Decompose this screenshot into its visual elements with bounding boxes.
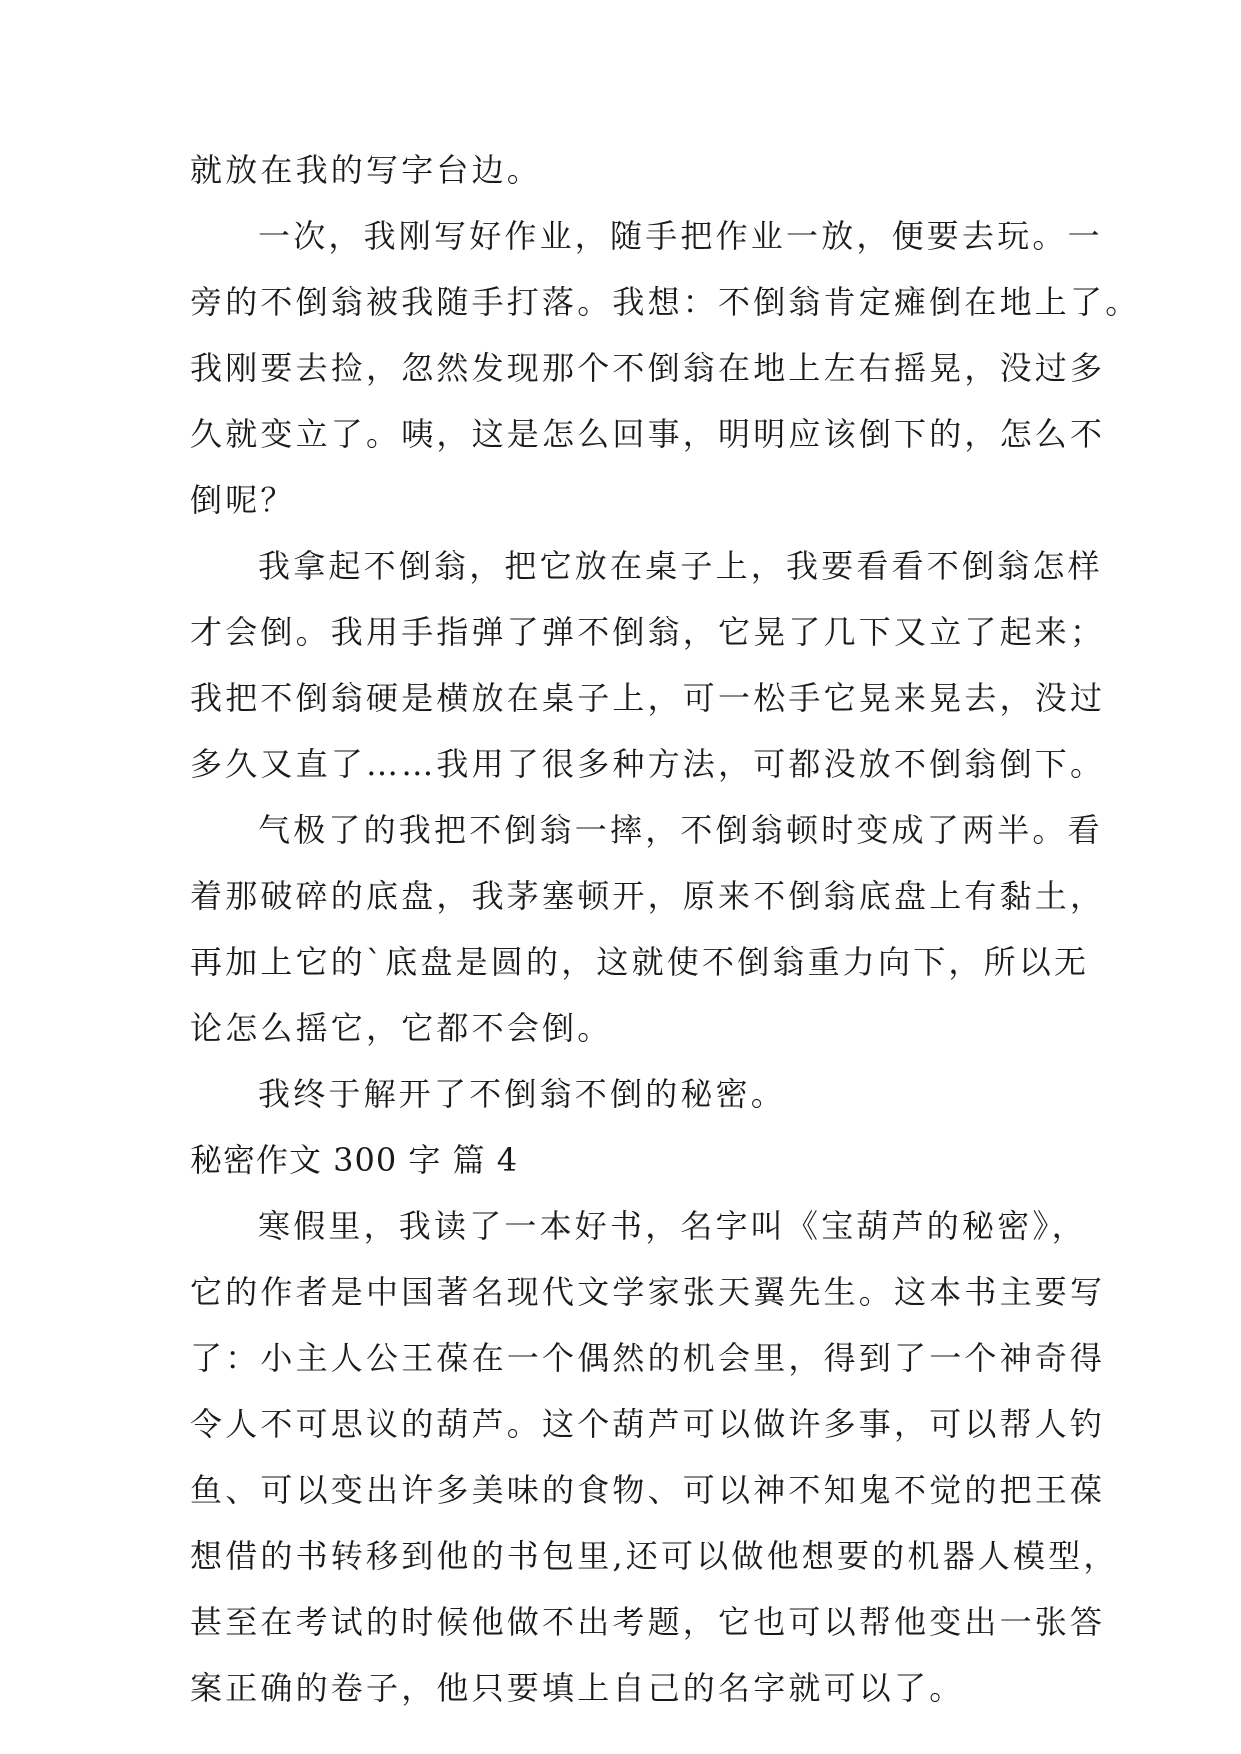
text-line: 旁的不倒翁被我随手打落。我想：不倒翁肯定瘫倒在地上了。	[190, 283, 1141, 321]
text-line: 论怎么摇它，它都不会倒。	[190, 1009, 613, 1047]
text-line: 了：小主人公王葆在一个偶然的机会里，得到了一个神奇得	[190, 1339, 1106, 1377]
paragraph-first-line: 我终于解开了不倒翁不倒的秘密。	[258, 1075, 787, 1113]
paragraph-first-line: 我拿起不倒翁，把它放在桌子上，我要看看不倒翁怎样	[258, 547, 1103, 585]
paragraph-first-line: 一次，我刚写好作业，随手把作业一放，便要去玩。一	[258, 217, 1103, 255]
text-line: 我把不倒翁硬是横放在桌子上，可一松手它晃来晃去，没过	[190, 679, 1106, 717]
text-line: 多久又直了……我用了很多种方法，可都没放不倒翁倒下。	[190, 745, 1106, 783]
paragraph-first-line: 气极了的我把不倒翁一摔，不倒翁顿时变成了两半。看	[258, 811, 1103, 849]
text-line: 才会倒。我用手指弹了弹不倒翁，它晃了几下又立了起来；	[190, 613, 1106, 651]
paragraph-first-line: 寒假里，我读了一本好书，名字叫《宝葫芦的秘密》，	[258, 1207, 1087, 1245]
text-line: 着那破碎的底盘，我茅塞顿开，原来不倒翁底盘上有黏土，	[190, 877, 1106, 915]
text-line: 倒呢？	[190, 481, 296, 519]
text-line: 它的作者是中国著名现代文学家张天翼先生。这本书主要写	[190, 1273, 1106, 1311]
text-line: 鱼、可以变出许多美味的食物、可以神不知鬼不觉的把王葆	[190, 1471, 1106, 1509]
text-line: 我刚要去捡，忽然发现那个不倒翁在地上左右摇晃，没过多	[190, 349, 1106, 387]
text-line: 久就变立了。咦，这是怎么回事，明明应该倒下的，怎么不	[190, 415, 1106, 453]
text-line: 案正确的卷子，他只要填上自己的名字就可以了。	[190, 1669, 965, 1707]
text-line: 就放在我的写字台边。	[190, 151, 543, 189]
text-line: 令人不可思议的葫芦。这个葫芦可以做许多事，可以帮人钓	[190, 1405, 1106, 1443]
section-heading: 秘密作文 300 字 篇 4	[190, 1141, 519, 1179]
text-line: 想借的书转移到他的书包里,还可以做他想要的机器人模型，	[190, 1537, 1119, 1575]
text-line: 甚至在考试的时候他做不出考题，它也可以帮他变出一张答	[190, 1603, 1106, 1641]
text-line: 再加上它的`底盘是圆的，这就使不倒翁重力向下，所以无	[190, 943, 1090, 981]
